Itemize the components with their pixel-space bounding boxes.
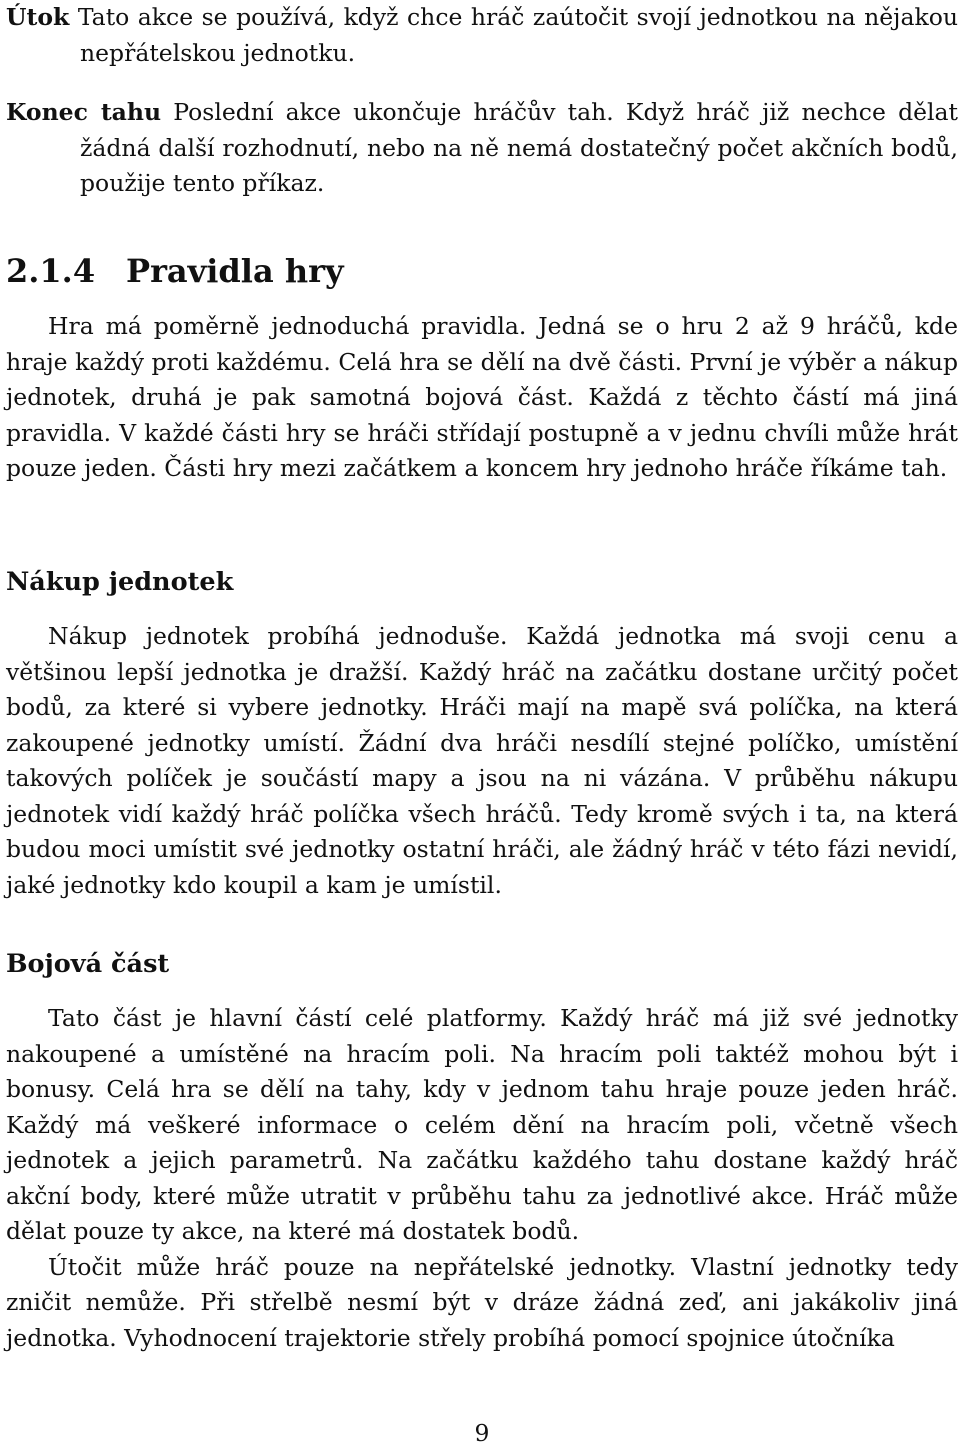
section-heading: [6, 251, 344, 291]
combat-heading: Bojová část: [6, 949, 170, 979]
purchase-paragraph-block: [6, 619, 958, 903]
description-term: Útok: [6, 3, 70, 31]
description-body: Poslední akce ukončuje hráčův tah. Když hráč již nechce dělat žádná další rozhodnutí, nebo na ně nemá dostatečný počet akčních bodů, použije tento příkaz.: [80, 98, 958, 197]
rules-paragraph: Hra má poměrně jednoduchá pravidla. Jedná se o hru 2 až 9 hráčů, kde hraje každý proti každému. Celá hra se dělí na dvě části. První je výběr a nákup jednotek, druhá je pak samotná bojová část. Každá z těchto částí má jiná pravidla. V každé části hry se hráči střídají postupně a v jednu chvíli může hrát pouze jeden. Části hry mezi začátkem a koncem hry jednoho hráče říkáme tah.: [6, 312, 958, 482]
description-text: [6, 0, 958, 71]
rules-paragraph-block: [6, 309, 958, 487]
description-term: Konec tahu: [6, 98, 162, 126]
combat-paragraph-1: Tato část je hlavní částí celé platformy. Každý hráč má již své jednotky nakoupené a umístěné na hracím poli. Na hracím poli taktéž mohou být i bonusy. Celá hra se dělí na tahy, kdy v jednom tahu hraje pouze jeden hráč. Každý má veškeré informace o celém dění na hracím poli, včetně všech jednotek a jejich parametrů. Na začátku každého tahu dostane každý hráč akční body, které může utratit v průběhu tahu za jednotlivé akce. Hráč může dělat pouze ty akce, na které má dostatek bodů.: [6, 1004, 958, 1245]
description-text: [6, 95, 958, 202]
section-title: Pravidla hry: [126, 252, 344, 290]
purchase-paragraph: Nákup jednotek probíhá jednoduše. Každá jednotka má svoji cenu a většinou lepší jednotka je dražší. Každý hráč na začátku dostane určitý počet bodů, za které si vybere jednotky. Hráči mají na mapě svá políčka, na která zakoupené jednotky umístí. Žádní dva hráči nesdílí stejné políčko, umístění takových políček je součástí mapy a jsou na ni vázána. V průběhu nákupu jednotek vidí každý hráč políčka všech hráčů. Tedy kromě svých i ta, na která budou moci umístit své jednotky ostatní hráči, ale žádný hráč v této fázi nevidí, jaké jednotky kdo koupil a kam je umístil.: [6, 622, 958, 899]
combat-paragraph-2: Útočit může hráč pouze na nepřátelské jednotky. Vlastní jednotky tedy zničit nemůže. Při střelbě nesmí být v dráze žádná zeď, ani jakákoliv jiná jednotka. Vyhodnocení trajektorie střely probíhá pomocí spojnice útočníka: [6, 1252, 958, 1352]
section-number: 2.1.4: [6, 252, 96, 290]
description-body: Tato akce se používá, když chce hráč zaútočit svojí jednotkou na nějakou nepřátelskou jednotku.: [77, 3, 958, 67]
document-page: [6, 0, 958, 1445]
combat-paragraph-block: [6, 1001, 958, 1356]
purchase-heading: Nákup jednotek: [6, 567, 234, 597]
description-item-attack: [6, 0, 958, 71]
description-item-end-turn: [6, 95, 958, 202]
page-number: 9: [474, 1419, 490, 1447]
